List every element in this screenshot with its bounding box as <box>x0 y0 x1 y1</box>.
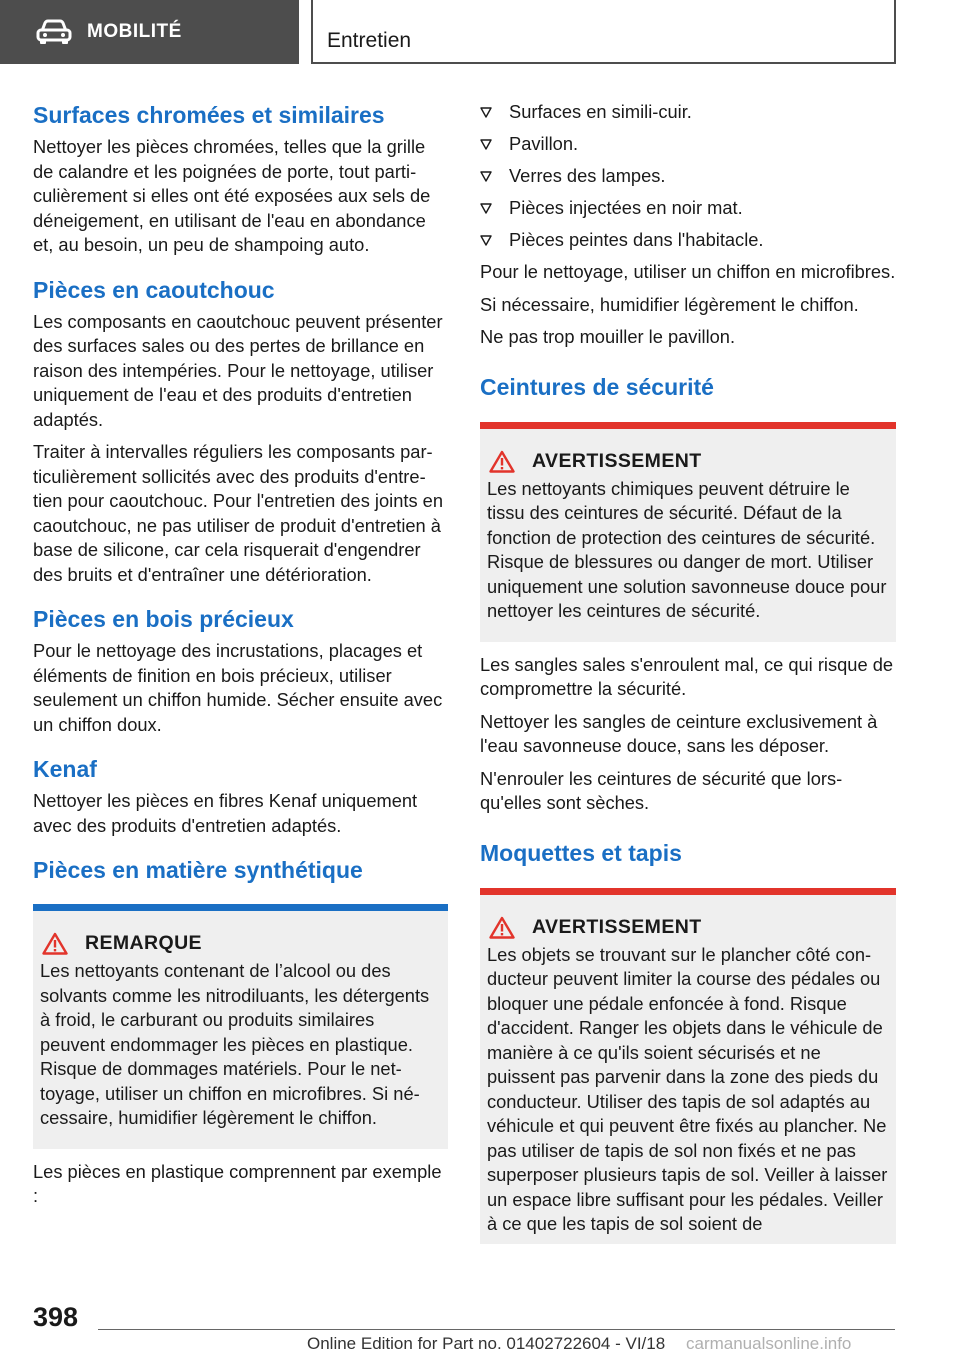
paragraph-belts-1: Les sangles sales s'enroulent mal, ce qui risque de compromettre la sécurité. <box>480 653 894 699</box>
notice-box-remarque <box>33 904 448 1149</box>
heading-rubber: Pièces en caoutchouc <box>33 276 275 303</box>
paragraph-headliner: Ne pas trop mouiller le pavillon. <box>480 326 736 347</box>
triangle-bullet-icon <box>480 139 492 150</box>
heading-wood: Pièces en bois précieux <box>33 606 294 632</box>
page-number: 398 <box>33 1302 79 1332</box>
paragraph-belts-2: Nettoyer les sangles de ceinture exclusivement à l'eau savonneuse douce, sans les déposer. <box>480 710 878 756</box>
chapter-tab <box>311 0 896 64</box>
heading-plastic: Pièces en matière synthétique <box>33 857 363 883</box>
plastic-parts-list <box>480 100 896 253</box>
notice-text: Les nettoyants chimiques peuvent détruire le tissu des ceintures de sécurité. Défaut de la fonction de protection des ceintures de sécurité. Risque de blessures ou danger de mort. Utiliser uniquement une solution savonneuse douce pour nettoyer les ceintures de sécurité. <box>487 477 887 621</box>
notice-title: AVERTISSEMENT <box>532 915 702 938</box>
paragraph-chrome: Nettoyer les pièces chromées, telles que la grille de calandre et les poignées de porte, tout particulièrement si elles ont été exposées aux sels de déneigement, en utilisant de l'eau en abondance et, au besoin, un peu de shampoing auto. <box>33 136 431 255</box>
paragraph-wood: Pour le nettoyage des incrustations, placages et éléments de finition en bois précieux, utiliser seulement un chiffon humide. Sécher ensuite avec un chiffon doux. <box>33 640 443 735</box>
triangle-bullet-icon <box>480 107 492 118</box>
list-item: Pièces injectées en noir mat. <box>480 196 896 221</box>
warning-triangle-icon <box>489 916 515 939</box>
paragraph-microfibre: Pour le nettoyage, utiliser un chiffon en microfibres. <box>480 261 896 282</box>
triangle-bullet-icon <box>480 235 492 246</box>
footer-edition: Online Edition for Part no. 01402722604 - VI/18 <box>307 1334 666 1353</box>
notice-text: Les nettoyants contenant de l’alcool ou des solvants comme les nitrodiluants, les détergents à froid, le carburant ou produits similaires peuvent endommager les pièces en plastique. Risque de dommages matériels. Pour le nettoyage, utiliser un chiffon en microfibres. Si nécessaire, humidifier légèrement le chiffon. <box>40 960 430 1128</box>
left-column <box>33 100 448 1209</box>
heading-chrome: Surfaces chromées et similaires <box>33 102 385 128</box>
footer-divider <box>98 1329 895 1330</box>
notice-title: AVERTISSEMENT <box>532 449 702 472</box>
warning-triangle-icon <box>42 932 68 955</box>
car-icon <box>34 17 74 47</box>
paragraph-belts-3: N'enrouler les ceintures de sécurité que lorsqu'elles sont sèches. <box>480 767 843 813</box>
triangle-bullet-icon <box>480 203 492 214</box>
paragraph-rubber-2: Traiter à intervalles réguliers les composants particulièrement sollicités avec des produits d'entretien pour caoutchouc. Pour l'entretien des joints en caoutchouc, ne pas utiliser de produit d'entretien à base de silicone, car cela risquerait d'engendrer des bruits et d'entraîner une détérioration. <box>33 441 443 585</box>
section-label: MOBILITÉ <box>87 21 182 42</box>
list-item: Pièces peintes dans l'habitacle. <box>480 228 896 253</box>
notice-title: REMARQUE <box>85 932 202 954</box>
watermark: carmanualsonline.info <box>686 1334 852 1353</box>
page-header <box>0 0 960 66</box>
warning-triangle-icon <box>489 450 515 473</box>
paragraph-kenaf: Nettoyer les pièces en fibres Kenaf uniquement avec des produits d'entretien adaptés. <box>33 790 418 836</box>
list-item: Pavillon. <box>480 132 896 157</box>
heading-carpets: Moquettes et tapis <box>480 839 682 866</box>
notice-box-carpets <box>480 888 896 1244</box>
heading-belts: Ceintures de sécurité <box>480 373 714 400</box>
heading-kenaf: Kenaf <box>33 756 97 782</box>
paragraph-rubber-1: Les composants en caoutchouc peuvent présenter des surfaces sales ou des pertes de brillance en raison des intempéries. Pour le nettoyage, utiliser uniquement de l'eau et des produits d'entretien adaptés. <box>33 310 443 430</box>
notice-box-belts <box>480 422 896 642</box>
notice-text: Les objets se trouvant sur le plancher côté conducteur peuvent limiter la course des pédales ou bloquer une pédale enfoncée à fond. Risque d'accident. Ranger les objets dans le véhicule de manière à ce qu'ils soient sécurisés et ne puissent pas parvenir dans la zone des pieds du conducteur. Utiliser des tapis de sol adaptés au véhicule et qui peuvent être fixés au plancher. Ne pas utiliser de tapis de sol non fixés et ne pas superposer plusieurs tapis de sol. Veiller à laisser un espace libre suffisant pour les pédales. Veiller à ce que les tapis de sol soient de <box>487 943 888 1234</box>
right-column <box>480 100 896 1244</box>
triangle-bullet-icon <box>480 171 492 182</box>
list-item: Verres des lampes. <box>480 164 896 189</box>
list-item: Surfaces en simili-cuir. <box>480 100 896 125</box>
paragraph-plastic: Les pièces en plastique comprennent par exemple : <box>33 1160 442 1206</box>
paragraph-humidify: Si nécessaire, humidifier légèrement le chiffon. <box>480 293 859 315</box>
chapter-label: Entretien <box>327 29 412 52</box>
section-tab <box>0 0 299 64</box>
